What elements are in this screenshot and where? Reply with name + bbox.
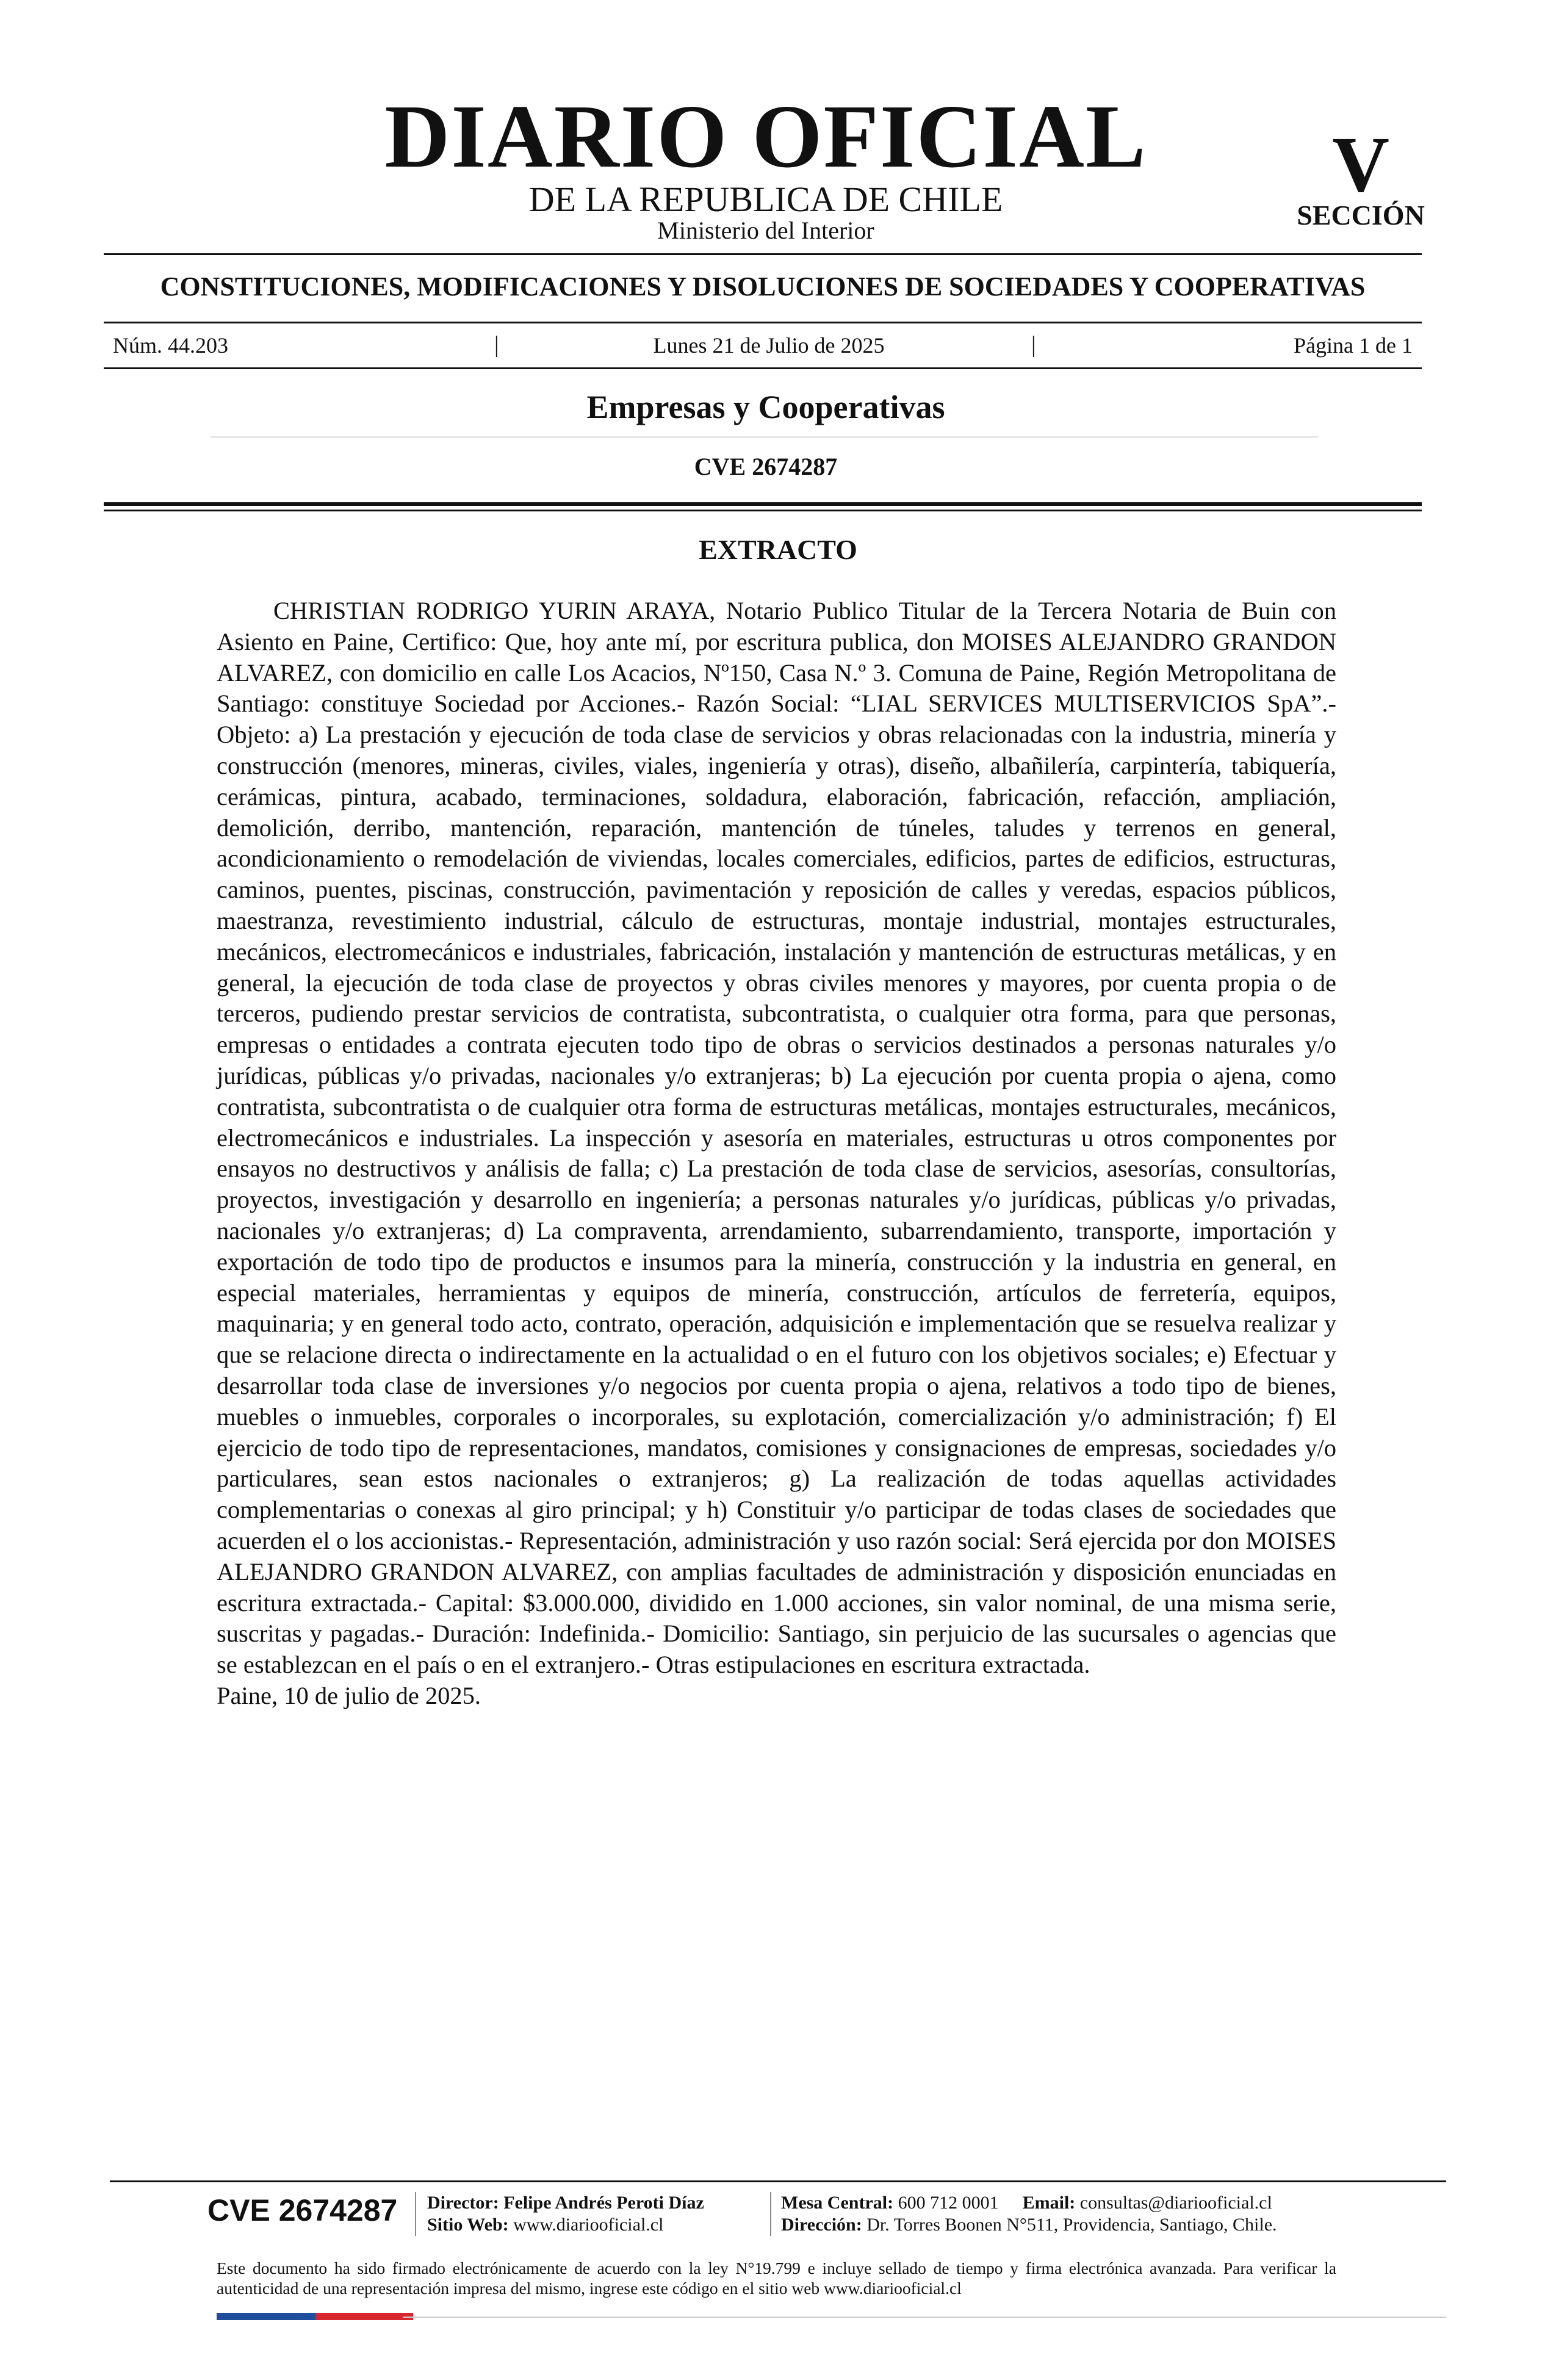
footer-separator xyxy=(415,2192,416,2236)
rubric-title: Empresas y Cooperativas xyxy=(586,389,945,425)
footer-divider xyxy=(110,2180,1446,2182)
director-name: Felipe Andrés Peroti Díaz xyxy=(503,2193,704,2213)
document-body xyxy=(217,596,1336,1712)
footer-website xyxy=(427,2214,663,2236)
address-label: Dirección: xyxy=(781,2215,862,2235)
signature-notice: Este documento ha sido firmado electrónicamente de acuerdo con la ley N°19.799 e incluye sellado de tiempo y firma electrónica avanzada. Para verificar la autenticidad de una representación impresa del mismo, ingrese este código en el sitio web www.diariooficial.cl xyxy=(217,2259,1336,2298)
divider xyxy=(104,510,1422,511)
footer-address xyxy=(781,2214,1277,2236)
footer-cve-code: CVE 2674287 xyxy=(207,2193,398,2227)
masthead-subtitle: DE LA REPUBLICA DE CHILE xyxy=(528,179,1003,219)
masthead-title: DIARIO OFICIAL xyxy=(384,87,1147,187)
email-link[interactable]: consultas@diariooficial.cl xyxy=(1079,2193,1272,2213)
footer-divider xyxy=(403,2317,1446,2318)
website-label: Sitio Web: xyxy=(427,2215,509,2235)
issue-number: Núm. 44.203 xyxy=(113,333,228,358)
director-label: Director: xyxy=(427,2193,499,2213)
divider xyxy=(104,502,1422,506)
phone-value: 600 712 0001 xyxy=(898,2193,999,2213)
closing-place-date: Paine, 10 de julio de 2025. xyxy=(217,1681,481,1709)
footer-director xyxy=(427,2192,704,2214)
divider xyxy=(104,253,1422,255)
issue-separator: | xyxy=(1031,332,1036,358)
address-value: Dr. Torres Boonen N°511, Providencia, Santiago, Chile. xyxy=(866,2215,1277,2235)
divider xyxy=(211,436,1318,438)
divider xyxy=(104,367,1422,369)
category-title: CONSTITUCIONES, MODIFICACIONES Y DISOLUCIONES DE SOCIEDADES Y COOPERATIVAS xyxy=(160,272,1366,301)
page-number: Página 1 de 1 xyxy=(1294,333,1413,358)
divider xyxy=(104,322,1422,323)
flag-red-segment xyxy=(315,2313,413,2320)
phone-label: Mesa Central: xyxy=(781,2193,894,2213)
cve-code: CVE 2674287 xyxy=(694,453,838,480)
issue-date: Lunes 21 de Julio de 2025 xyxy=(653,333,885,358)
flag-color-bar xyxy=(217,2312,413,2320)
masthead-ministry: Ministerio del Interior xyxy=(657,217,874,244)
flag-blue-segment xyxy=(217,2313,315,2320)
body-paragraph: CHRISTIAN RODRIGO YURIN ARAYA, Notario Publico Titular de la Tercera Notaria de Buin con Asiento en Paine, Certifico: Que, hoy ante mí, por escritura publica, don MOISES ALEJANDRO GRANDON ALVAREZ, con domicilio en calle Los Acacios, Nº150, Casa N.º 3. Comuna de Paine, Región Metropolitana de Santiago: constituye Sociedad por Acciones.- Razón Social: “LIAL SERVICES MULTISERVICIOS SpA”.- Objeto: a) La prestación y ejecución de toda clase de servicios y obras relacionadas con la industria, minería y construcción (menores, mineras, civiles, viales, ingeniería y otras), diseño, albañilería, carpintería, tabiquería, cerámicas, pintura, acabado, terminaciones, soldadura, elaboración, fabricación, refacción, ampliación, demolición, derribo, mantención, reparación, mantención de túneles, taludes y terrenos en general, acondicionamiento o remodelación de viviendas, locales comerciales, edificios, partes de edificios, estructuras, caminos, puentes, piscinas, construcción, pavimentación y reposición de calles y veredas, espacios públicos, maestranza, revestimiento industrial, cálculo de estructuras, montaje industrial, montajes estructurales, mecánicos, electromecánicos e industriales, fabricación, instalación y mantención de estructuras metálicas, y en general, la ejecución de toda clase de proyectos y obras civiles menores y mayores, por cuenta propia o de terceros, pudiendo prestar servicios de contratista, subcontratista, o cualquier otra forma, para que personas, empresas o entidades a contrata ejecuten todo tipo de obras o servicios destinados a personas naturales y/o jurídicas, públicas y/o privadas, nacionales y/o extranjeras; b) La ejecución por cuenta propia o ajena, como contratista, subcontratista o de cualquier otra forma de estructuras metálicas, montajes estructurales, mecánicos, electromecánicos e industriales. La inspección y asesoría en materiales, estructuras u otros componentes por ensayos no destructivos y análisis de falla; c) La prestación de toda clase de servicios, asesorías, consultorías, proyectos, investigación y desarrollo en ingeniería; a personas naturales y/o jurídicas, públicas y/o privadas, nacionales y/o extranjeras; d) La compraventa, arrendamiento, subarrendamiento, transporte, importación y exportación de todo tipo de productos e insumos para la minería, construcción y la industria en general, en especial materiales, herramientas y equipos de minería, construcción, artículos de ferretería, equipos, maquinaria; y en general todo acto, contrato, operación, adquisición e implementación que se resuelva realizar y que se relacione directa o indirectamente en la actualidad o en el futuro con los objetivos sociales; e) Efectuar y desarrollar toda clase de inversiones y/o negocios por cuenta propia o ajena, relativos a todo tipo de bienes, muebles o inmuebles, corporales o incorporales, su explotación, comercialización y/o administración; f) El ejercicio de todo tipo de representaciones, mandatos, comisiones y consignaciones de empresas, sociedades y/o particulares, sean estos nacionales o extranjeros; g) La realización de todas aquellas actividades complementarias o conexas al giro principal; y h) Constituir y/o participar de todas clases de sociedades que acuerden el o los accionistas.- Representación, administración y uso razón social: Será ejercida por don MOISES ALEJANDRO GRANDON ALVAREZ, con amplias facultades de administración y disposición enunciadas en escritura extractada.- Capital: $3.000.000, dividido en 1.000 acciones, sin valor nominal, de una misma serie, suscritas y pagadas.- Duración: Indefinida.- Domicilio: Santiago, sin perjuicio de las sucursales o agencias que se establezcan en el país o en el extranjero.- Otras estipulaciones en escritura extractada. xyxy=(217,597,1336,1679)
footer-contact xyxy=(781,2192,1272,2214)
section-letter: V xyxy=(1332,121,1389,209)
issue-separator: | xyxy=(494,332,499,358)
section-word: SECCIÓN xyxy=(1297,200,1425,231)
footer-separator xyxy=(770,2192,771,2236)
website-link[interactable]: www.diariooficial.cl xyxy=(513,2215,664,2235)
email-label: Email: xyxy=(1022,2193,1076,2213)
document-title: EXTRACTO xyxy=(699,534,857,565)
